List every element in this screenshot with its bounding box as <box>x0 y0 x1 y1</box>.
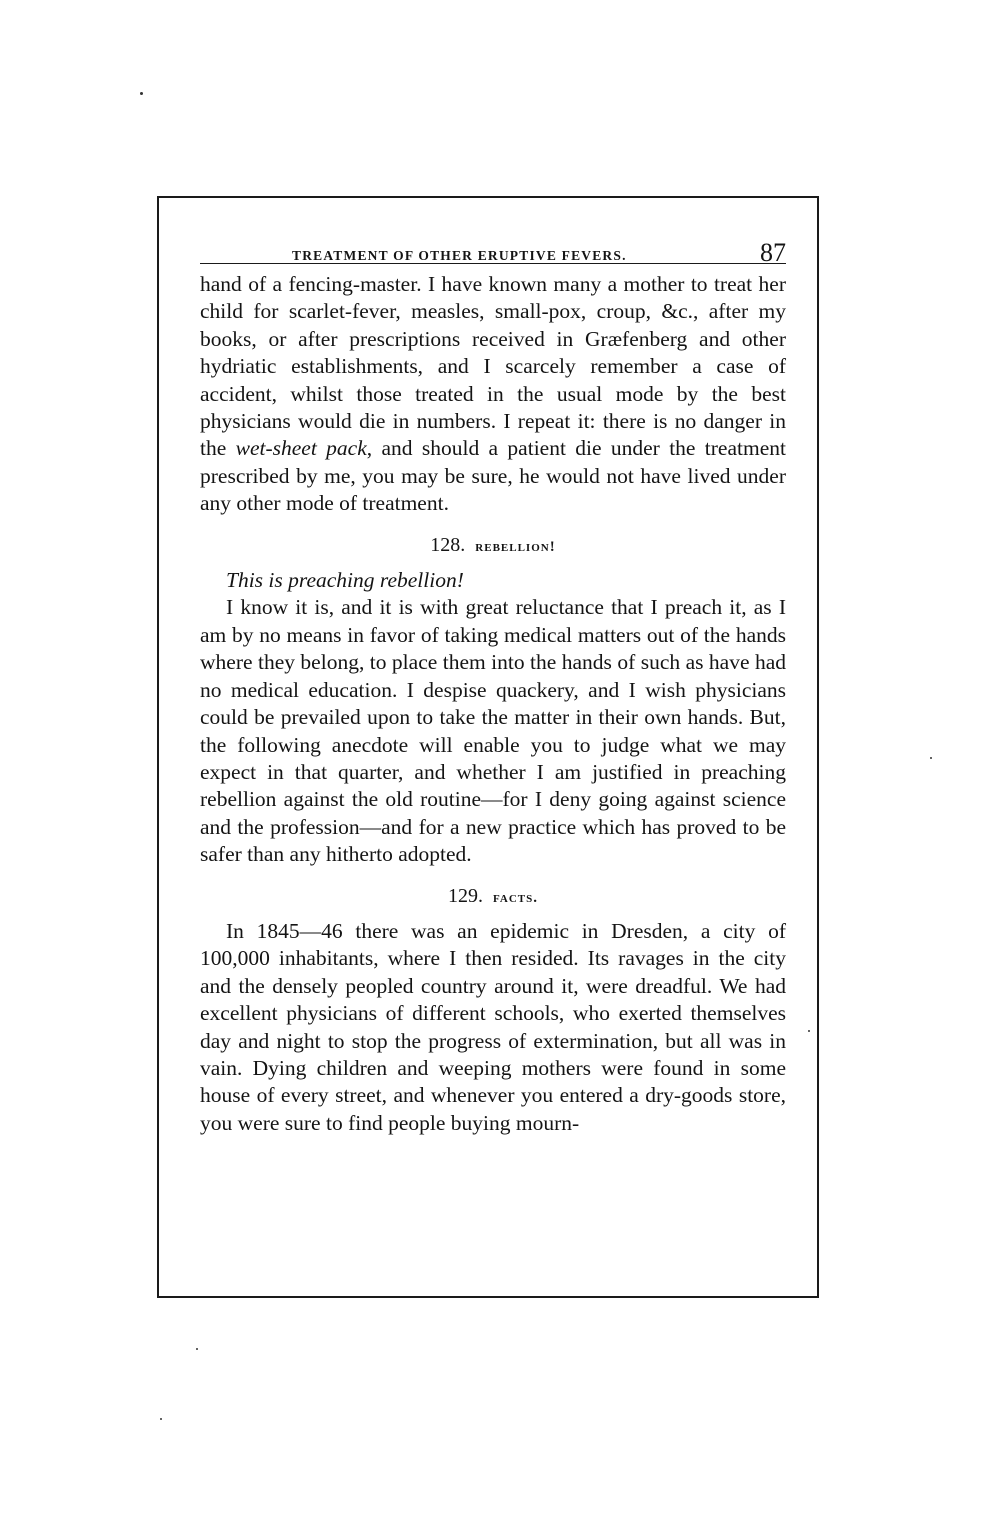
paragraph-text: hand of a fencing-master. I have known many a mother to treat her child for scarlet-fever, measles, small-pox, croup, &c., after my books, or after prescriptions received in Græfenberg and other hydriatic establishments, and I scarcely remember a case of accident, whilst those treated in the usual mode by the best physicians would die in numbers. I repeat it: there is no danger in the <box>200 272 786 461</box>
italic-term: wet-sheet pack <box>235 436 367 461</box>
paragraph-text: , and should a patient die under the treatment prescribed by me, you may be sure, he would not have lived under any other mode of treatment. <box>200 436 786 516</box>
section-heading-129 <box>200 883 786 912</box>
scan-speck <box>160 1418 162 1420</box>
paragraph-facts: In 1845—46 there was an epidemic in Dresden, a city of 100,000 inhabitants, where I then resided. Its ravages in the city and the densely peopled country around it, were dreadful. We had excellent physicians of different schools, who exerted themselves day and night to stop the progress of extermination, but all was in vain. Dying children and weeping mothers were found in some house of every street, and whenever you entered a dry-goods store, you were sure to find people buying mourn- <box>200 918 786 1135</box>
paragraph-rebellion: I know it is, and it is with great reluctance that I preach it, as I am by no means in favor of taking medical matters out of the hands where they belong, to place them into the hands of such as have had no medical education. I despise quackery, and I wish physicians could be prevailed upon to take the matter in their own hands. But, the following anecdote will enable you to judge what we may expect in that quarter, and whether I am justified in preaching rebellion against the old routine—for I deny going against science and the profession—and for a new practice which has proved to be safer than any hitherto adopted. <box>200 595 786 867</box>
page-number: 87 <box>760 238 786 267</box>
header-rule <box>200 263 786 264</box>
italic-quote: This is preaching rebellion! <box>226 568 464 593</box>
scan-speck <box>808 1030 810 1032</box>
section-number: 128. <box>430 533 466 556</box>
paragraph-continued <box>200 271 786 518</box>
section-number: 129. <box>448 884 483 907</box>
scan-speck <box>196 1348 198 1350</box>
body-text <box>200 271 786 1137</box>
running-title: TREATMENT OF OTHER ERUPTIVE FEVERS. <box>292 248 627 263</box>
section-title: facts. <box>493 889 538 906</box>
scan-speck <box>930 757 932 759</box>
section-heading-128 <box>200 532 786 561</box>
scan-speck <box>140 92 143 95</box>
section-title: rebellion! <box>475 538 556 555</box>
